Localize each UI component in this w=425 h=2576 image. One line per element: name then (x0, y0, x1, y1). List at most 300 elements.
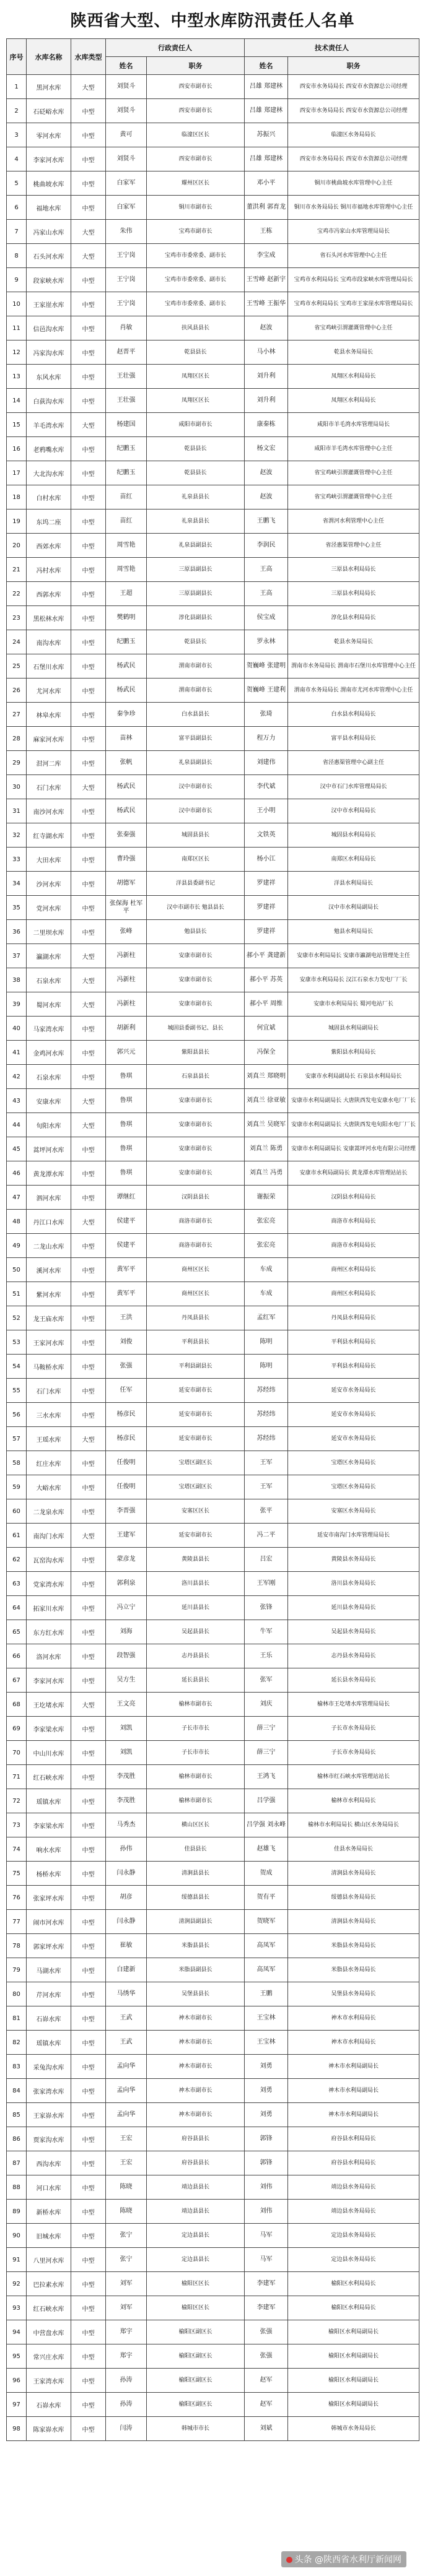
table-row (7, 992, 419, 1017)
table-row (7, 292, 419, 316)
cell-admin-job: 临潼区区长 (147, 123, 245, 147)
cell-tech-job: 安康市水利局副局长 黄龙潭水库管理站站长 (288, 1161, 419, 1186)
cell-tech-name: 吕宏 (245, 1548, 288, 1572)
cell-admin-job: 耀州区区长 (147, 171, 245, 196)
cell-reservoir-type: 中型 (71, 727, 106, 751)
cell-tech-name: 苏经纬 (245, 1427, 288, 1451)
cell-reservoir-name: 拓家川水库 (27, 1596, 71, 1620)
cell-reservoir-type: 中型 (71, 1282, 106, 1306)
cell-admin-name: 张宁 (106, 2224, 147, 2248)
table-row (7, 2031, 419, 2055)
cell-admin-name: 杨武民 (106, 654, 147, 679)
cell-tech-name: 郝小平 周维 (245, 992, 288, 1017)
cell-reservoir-name: 零河水库 (27, 123, 71, 147)
cell-admin-job: 富平县副县长 (147, 727, 245, 751)
cell-reservoir-type: 中型 (71, 2127, 106, 2151)
cell-admin-job: 吴堡县县长 (147, 1982, 245, 2006)
cell-seq: 73 (7, 1813, 27, 1837)
cell-admin-name: 吴方生 (106, 1668, 147, 1693)
cell-admin-job: 商州区区长 (147, 1258, 245, 1282)
cell-admin-job: 勉县县长 (147, 920, 245, 944)
table-row (7, 1789, 419, 1813)
cell-reservoir-name: 大北沟水库 (27, 461, 71, 485)
cell-admin-job: 宝塔区副区长 (147, 1475, 245, 1499)
cell-tech-job: 安康市水利局局长 蜀河电站厂长 (288, 992, 419, 1017)
cell-reservoir-name: 旧城水库 (27, 2224, 71, 2248)
cell-tech-name: 康秦栋 (245, 413, 288, 437)
table-row (7, 630, 419, 654)
table-row (7, 2224, 419, 2248)
cell-tech-job: 神木市水利局副局长 (288, 2055, 419, 2079)
cell-seq: 27 (7, 703, 27, 727)
toutiao-logo-icon (286, 2557, 292, 2563)
table-row (7, 2248, 419, 2272)
cell-reservoir-name: 福地水库 (27, 196, 71, 220)
cell-admin-job: 志丹县县长 (147, 1644, 245, 1668)
table-row (7, 1403, 419, 1427)
cell-seq: 44 (7, 1113, 27, 1137)
cell-admin-name: 苗红 (106, 510, 147, 534)
cell-tech-name: 谢振荣 (245, 1186, 288, 1210)
cell-tech-name: 刘伟 (245, 2200, 288, 2224)
cell-reservoir-name: 溪河水库 (27, 1258, 71, 1282)
cell-admin-job: 安康市副市长 (147, 944, 245, 968)
cell-reservoir-type: 大型 (71, 775, 106, 799)
cell-seq: 78 (7, 1934, 27, 1958)
table-row (7, 703, 419, 727)
cell-reservoir-type: 大型 (71, 1089, 106, 1113)
cell-admin-name: 张保海 杜军平 (106, 896, 147, 920)
cell-admin-name: 任俊明 (106, 1451, 147, 1475)
cell-reservoir-type: 中型 (71, 1717, 106, 1741)
cell-admin-name: 王洪 (106, 1306, 147, 1330)
cell-admin-job: 洛川县县长 (147, 1572, 245, 1596)
cell-tech-job: 吴堡县水务局局长 (288, 1982, 419, 2006)
cell-seq: 65 (7, 1620, 27, 1644)
cell-reservoir-name: 泗河水库 (27, 1186, 71, 1210)
cell-reservoir-type: 中型 (71, 1161, 106, 1186)
cell-reservoir-type: 中型 (71, 365, 106, 389)
cell-admin-job: 礼泉县副县长 (147, 534, 245, 558)
cell-admin-job: 安康市副市长 (147, 1113, 245, 1137)
cell-seq: 30 (7, 775, 27, 799)
cell-tech-name: 陈明 (245, 1330, 288, 1355)
cell-reservoir-name: 中营盘水库 (27, 2320, 71, 2344)
cell-reservoir-name: 党河水库 (27, 896, 71, 920)
cell-admin-name: 刘凯 (106, 1741, 147, 1765)
header-reservoir-name: 水库名称 (27, 39, 71, 75)
header-admin-group: 行政责任人 (106, 39, 245, 57)
cell-seq: 66 (7, 1644, 27, 1668)
cell-admin-name: 鲁琪 (106, 1065, 147, 1089)
cell-tech-name: 贺晓军 (245, 1910, 288, 1934)
cell-admin-job: 丹凤县县长 (147, 1306, 245, 1330)
cell-reservoir-type: 中型 (71, 1668, 106, 1693)
cell-tech-job: 榆阳区水利局副局长 (288, 2393, 419, 2417)
cell-admin-name: 李茂胜 (106, 1789, 147, 1813)
cell-reservoir-type: 大型 (71, 968, 106, 992)
header-reservoir-type: 水库类型 (71, 39, 106, 75)
cell-tech-job: 米脂县水务局局长 (288, 1934, 419, 1958)
cell-seq: 3 (7, 123, 27, 147)
header-seq: 序号 (7, 39, 27, 75)
cell-seq: 49 (7, 1234, 27, 1258)
cell-admin-job: 白水县县长 (147, 703, 245, 727)
cell-reservoir-name: 马湖水库 (27, 1958, 71, 1982)
cell-reservoir-name: 蜀河水库 (27, 992, 71, 1017)
cell-admin-name: 张强 (106, 1355, 147, 1379)
table-row (7, 1282, 419, 1306)
table-row (7, 1427, 419, 1451)
cell-reservoir-name: 石堡川水库 (27, 654, 71, 679)
cell-admin-job: 石泉县县长 (147, 1065, 245, 1089)
cell-seq: 57 (7, 1427, 27, 1451)
cell-reservoir-name: 龙王庙水库 (27, 1306, 71, 1330)
cell-seq: 64 (7, 1596, 27, 1620)
cell-admin-job: 三原县副县长 (147, 582, 245, 606)
cell-reservoir-name: 金鸡河水库 (27, 1041, 71, 1065)
cell-admin-job: 安康市副市长 (147, 1137, 245, 1161)
cell-admin-name: 鲁琪 (106, 1161, 147, 1186)
table-row (7, 727, 419, 751)
cell-seq: 24 (7, 630, 27, 654)
cell-admin-job: 安塞区区长 (147, 1499, 245, 1524)
cell-tech-job: 子长市水务局局长 (288, 1717, 419, 1741)
cell-tech-name: 张锋 (245, 1596, 288, 1620)
cell-admin-name: 孙伟 (106, 1837, 147, 1862)
cell-tech-name: 王雪峰 赵新宇 (245, 268, 288, 292)
cell-seq: 45 (7, 1137, 27, 1161)
cell-admin-name: 崔敏 (106, 1934, 147, 1958)
cell-admin-job: 渭南市副市长 (147, 654, 245, 679)
cell-reservoir-name: 黑松林水库 (27, 606, 71, 630)
cell-reservoir-type: 中型 (71, 1572, 106, 1596)
cell-reservoir-name: 石峁水库 (27, 2006, 71, 2031)
cell-tech-job: 商州区水利局局长 (288, 1258, 419, 1282)
cell-reservoir-type: 中型 (71, 389, 106, 413)
cell-admin-job: 吴起县县长 (147, 1620, 245, 1644)
cell-admin-name: 闫永静 (106, 1862, 147, 1886)
source-watermark (281, 2551, 406, 2567)
cell-tech-job: 咸阳市羊毛湾水库管理局局长 (288, 413, 419, 437)
cell-admin-job: 榆阳区区长 (147, 2296, 245, 2320)
cell-tech-name: 吕雄 郑建林 (245, 99, 288, 123)
cell-seq: 80 (7, 1982, 27, 2006)
cell-tech-name: 罗永林 (245, 630, 288, 654)
cell-reservoir-name: 张家坪水库 (27, 1886, 71, 1910)
cell-reservoir-name: 桃曲坡水库 (27, 171, 71, 196)
table-row (7, 2296, 419, 2320)
cell-admin-job: 延川县县长 (147, 1596, 245, 1620)
cell-reservoir-name: 杨桥水库 (27, 1862, 71, 1886)
cell-tech-name: 贺有平 (245, 1886, 288, 1910)
cell-seq: 34 (7, 872, 27, 896)
table-row (7, 679, 419, 703)
cell-reservoir-type: 中型 (71, 485, 106, 510)
cell-reservoir-name: 石头河水库 (27, 244, 71, 268)
cell-seq: 10 (7, 292, 27, 316)
cell-tech-name: 车成 (245, 1282, 288, 1306)
cell-reservoir-name: 东方红水库 (27, 1620, 71, 1644)
cell-seq: 7 (7, 220, 27, 244)
cell-reservoir-name: 冯家沟水库 (27, 340, 71, 365)
cell-tech-job: 黄陵县水务局局长 (288, 1548, 419, 1572)
cell-reservoir-type: 中型 (71, 1644, 106, 1668)
cell-reservoir-type: 中型 (71, 1741, 106, 1765)
table-row (7, 268, 419, 292)
cell-admin-job: 商州区区长 (147, 1282, 245, 1306)
table-row (7, 1017, 419, 1041)
cell-reservoir-type: 中型 (71, 1620, 106, 1644)
cell-tech-job: 铜川市桃曲坡水库管理中心主任 (288, 171, 419, 196)
cell-seq: 83 (7, 2055, 27, 2079)
table-row (7, 1765, 419, 1789)
table-row (7, 1451, 419, 1475)
cell-admin-job: 凤翔区区长 (147, 365, 245, 389)
cell-admin-name: 张宁 (106, 2248, 147, 2272)
cell-admin-job: 咸阳市副市长 (147, 413, 245, 437)
cell-tech-job: 省宝鸡峡引渭灌溉管理中心主任 (288, 485, 419, 510)
cell-reservoir-name: 洛河水库 (27, 1644, 71, 1668)
cell-admin-job: 榆阳区副区长 (147, 2320, 245, 2344)
cell-reservoir-type: 大型 (71, 944, 106, 968)
cell-tech-name: 贺成 (245, 1862, 288, 1886)
cell-admin-name: 刘凯 (106, 1717, 147, 1741)
table-row (7, 2103, 419, 2127)
cell-admin-job: 商洛市副市长 (147, 1234, 245, 1258)
cell-seq: 48 (7, 1210, 27, 1234)
cell-tech-job: 淳化县水利局局长 (288, 606, 419, 630)
cell-reservoir-name: 沙河水库 (27, 872, 71, 896)
cell-admin-job: 安康市副市长 (147, 1089, 245, 1113)
cell-reservoir-type: 中型 (71, 292, 106, 316)
cell-seq: 18 (7, 485, 27, 510)
cell-admin-job: 榆林市副市长 (147, 1765, 245, 1789)
cell-admin-job: 平利县县长 (147, 1330, 245, 1355)
cell-seq: 22 (7, 582, 27, 606)
cell-admin-job: 横山区区长 (147, 1813, 245, 1837)
cell-tech-job: 宝塔区水务局局长 (288, 1475, 419, 1499)
cell-reservoir-type: 中型 (71, 1910, 106, 1934)
cell-reservoir-name: 段家峡水库 (27, 268, 71, 292)
cell-admin-name: 秦争珍 (106, 703, 147, 727)
cell-reservoir-type: 中型 (71, 872, 106, 896)
table-row (7, 389, 419, 413)
cell-admin-name: 杨武民 (106, 799, 147, 823)
cell-seq: 32 (7, 823, 27, 848)
cell-admin-job: 宝鸡市副市长 (147, 220, 245, 244)
cell-tech-job: 铜川市水务局局长 铜川市福地水库管理中心主任 (288, 196, 419, 220)
cell-admin-name: 王武 (106, 2006, 147, 2031)
table-row (7, 437, 419, 461)
cell-admin-job: 子长市市长 (147, 1717, 245, 1741)
table-row (7, 1813, 419, 1837)
cell-reservoir-name: 信邑沟水库 (27, 316, 71, 340)
cell-tech-job: 佳县水务局局长 (288, 1837, 419, 1862)
cell-seq: 5 (7, 171, 27, 196)
cell-seq: 72 (7, 1789, 27, 1813)
table-row (7, 1837, 419, 1862)
header-tech-job: 职务 (288, 57, 419, 75)
cell-admin-name: 白家军 (106, 196, 147, 220)
cell-admin-name: 刘军 (106, 2296, 147, 2320)
cell-seq: 14 (7, 389, 27, 413)
cell-reservoir-type: 中型 (71, 1186, 106, 1210)
cell-tech-job: 省泾惠渠管理中心主任 (288, 534, 419, 558)
cell-tech-name: 罗建祥 (245, 920, 288, 944)
cell-reservoir-type: 中型 (71, 606, 106, 630)
cell-tech-job: 城固县水利局局长 (288, 823, 419, 848)
cell-admin-name: 刘贤斗 (106, 147, 147, 171)
cell-seq: 28 (7, 727, 27, 751)
cell-admin-name: 王宏 (106, 2151, 147, 2175)
cell-admin-name: 张峰 (106, 920, 147, 944)
cell-tech-name: 刘庆 (245, 1693, 288, 1717)
cell-tech-job: 省渭河水利管理中心主任 (288, 510, 419, 534)
cell-tech-job: 定边县水务局局长 (288, 2248, 419, 2272)
table-row (7, 1041, 419, 1065)
cell-tech-job: 安康市水利局局长 安康市瀛湖电站管理处主任 (288, 944, 419, 968)
cell-admin-name: 蒙彦龙 (106, 1548, 147, 1572)
table-row (7, 1379, 419, 1403)
table-row (7, 1741, 419, 1765)
cell-admin-name: 郭利泉 (106, 1572, 147, 1596)
table-row (7, 534, 419, 558)
cell-tech-job: 绥德县水务局局长 (288, 1886, 419, 1910)
cell-reservoir-type: 中型 (71, 920, 106, 944)
cell-admin-job: 汉阴县县长 (147, 1186, 245, 1210)
cell-tech-job: 汉中市水利局局长 (288, 799, 419, 823)
header-tech-name: 姓名 (245, 57, 288, 75)
cell-reservoir-name: 芹河水库 (27, 1982, 71, 2006)
cell-admin-name: 刘贤斗 (106, 75, 147, 99)
cell-tech-job: 子长市水务局局长 (288, 1741, 419, 1765)
cell-admin-name: 刘军 (106, 2272, 147, 2296)
cell-reservoir-name: 西郭水库 (27, 582, 71, 606)
cell-admin-job: 定边县县长 (147, 2224, 245, 2248)
cell-seq: 13 (7, 365, 27, 389)
cell-reservoir-type: 大型 (71, 1427, 106, 1451)
cell-reservoir-type: 中型 (71, 1813, 106, 1837)
cell-tech-job: 榆阳区水利局局长 (288, 2272, 419, 2296)
cell-reservoir-type: 中型 (71, 751, 106, 775)
table-body (7, 75, 419, 2441)
cell-tech-job: 渭南市水务局局长 渭南市石堡川水库管理中心主任 (288, 654, 419, 679)
cell-reservoir-type: 中型 (71, 147, 106, 171)
cell-reservoir-name: 老鸦嘴水库 (27, 437, 71, 461)
table-row (7, 1910, 419, 1934)
cell-reservoir-type: 中型 (71, 1958, 106, 1982)
cell-reservoir-type: 中型 (71, 1789, 106, 1813)
cell-seq: 89 (7, 2200, 27, 2224)
cell-reservoir-type: 中型 (71, 2248, 106, 2272)
cell-tech-job: 榆阳区水利局副局长 (288, 2344, 419, 2369)
cell-admin-job: 宝鸡市市委常委、副市长 (147, 268, 245, 292)
cell-seq: 76 (7, 1886, 27, 1910)
cell-tech-name: 赵雄飞 (245, 1837, 288, 1862)
cell-seq: 41 (7, 1041, 27, 1065)
cell-tech-name: 刘勇 (245, 2103, 288, 2127)
cell-tech-job: 清涧县水务局局长 (288, 1910, 419, 1934)
cell-tech-job: 凤翔区水利局局长 (288, 365, 419, 389)
cell-admin-name: 鲁琪 (106, 1137, 147, 1161)
cell-tech-name: 王军 (245, 1475, 288, 1499)
table-row (7, 75, 419, 99)
table-row (7, 1355, 419, 1379)
cell-tech-name: 王鸿飞 (245, 1765, 288, 1789)
cell-admin-job: 延安市副市长 (147, 1427, 245, 1451)
cell-seq: 38 (7, 968, 27, 992)
cell-tech-name: 王宝林 (245, 2031, 288, 2055)
cell-seq: 26 (7, 679, 27, 703)
cell-tech-job: 紫阳县水利局局长 (288, 1041, 419, 1065)
cell-admin-name: 任军 (106, 1379, 147, 1403)
cell-tech-job: 安康市水利局副局长 大唐陕西发电安康水电厂厂长 (288, 1089, 419, 1113)
cell-admin-name: 任俊明 (106, 1475, 147, 1499)
table-row (7, 751, 419, 775)
table-row (7, 1137, 419, 1161)
cell-tech-job: 延安市南沟门水库管理局局长 (288, 1524, 419, 1548)
cell-reservoir-type: 大型 (71, 244, 106, 268)
cell-reservoir-name: 李家河水库 (27, 1668, 71, 1693)
watermark-text: 头条 @陕西省水利厅新闻网 (294, 2555, 401, 2565)
cell-reservoir-type: 中型 (71, 340, 106, 365)
table-row (7, 1644, 419, 1668)
cell-tech-name: 程万力 (245, 727, 288, 751)
cell-tech-name: 王乐 (245, 1644, 288, 1668)
cell-admin-job: 汉中市副市长 勉县县长 (147, 896, 245, 920)
cell-reservoir-type: 大型 (71, 413, 106, 437)
cell-admin-name: 孙涛 (106, 2393, 147, 2417)
table-row (7, 1161, 419, 1186)
cell-reservoir-type: 中型 (71, 268, 106, 292)
cell-seq: 77 (7, 1910, 27, 1934)
cell-admin-job: 淳化县副县长 (147, 606, 245, 630)
table-row (7, 1668, 419, 1693)
cell-seq: 52 (7, 1306, 27, 1330)
cell-admin-job: 榆阳区副区长 (147, 2393, 245, 2417)
cell-admin-job: 乾县县长 (147, 437, 245, 461)
cell-tech-job: 洋县水利局局长 (288, 872, 419, 896)
cell-admin-name: 鲁琪 (106, 1113, 147, 1137)
table-row (7, 1330, 419, 1355)
cell-admin-name: 王壮强 (106, 365, 147, 389)
cell-tech-name: 马小林 (245, 340, 288, 365)
cell-tech-job: 延川县水务局局长 (288, 1596, 419, 1620)
header-tech-group: 技术责任人 (245, 39, 419, 57)
cell-reservoir-name: 林皋水库 (27, 703, 71, 727)
cell-admin-name: 杨彦民 (106, 1403, 147, 1427)
cell-admin-job: 靖边县县长 (147, 2200, 245, 2224)
table-row (7, 896, 419, 920)
cell-reservoir-type: 中型 (71, 2175, 106, 2200)
cell-reservoir-type: 中型 (71, 1065, 106, 1089)
table-row (7, 1234, 419, 1258)
cell-admin-name: 刘海 (106, 1620, 147, 1644)
cell-admin-name: 王宁岗 (106, 268, 147, 292)
table-row (7, 485, 419, 510)
cell-reservoir-type: 中型 (71, 1862, 106, 1886)
cell-tech-name: 吕学强 (245, 1789, 288, 1813)
cell-reservoir-type: 中型 (71, 1548, 106, 1572)
cell-reservoir-type: 中型 (71, 2344, 106, 2369)
cell-admin-job: 清涧县副县长 (147, 1910, 245, 1934)
cell-tech-job: 清涧县水务局局长 (288, 1862, 419, 1886)
cell-admin-job: 乾县县长 (147, 340, 245, 365)
cell-seq: 58 (7, 1451, 27, 1475)
cell-admin-job: 神木市副市长 (147, 2006, 245, 2031)
cell-tech-name: 李宝成 (245, 244, 288, 268)
